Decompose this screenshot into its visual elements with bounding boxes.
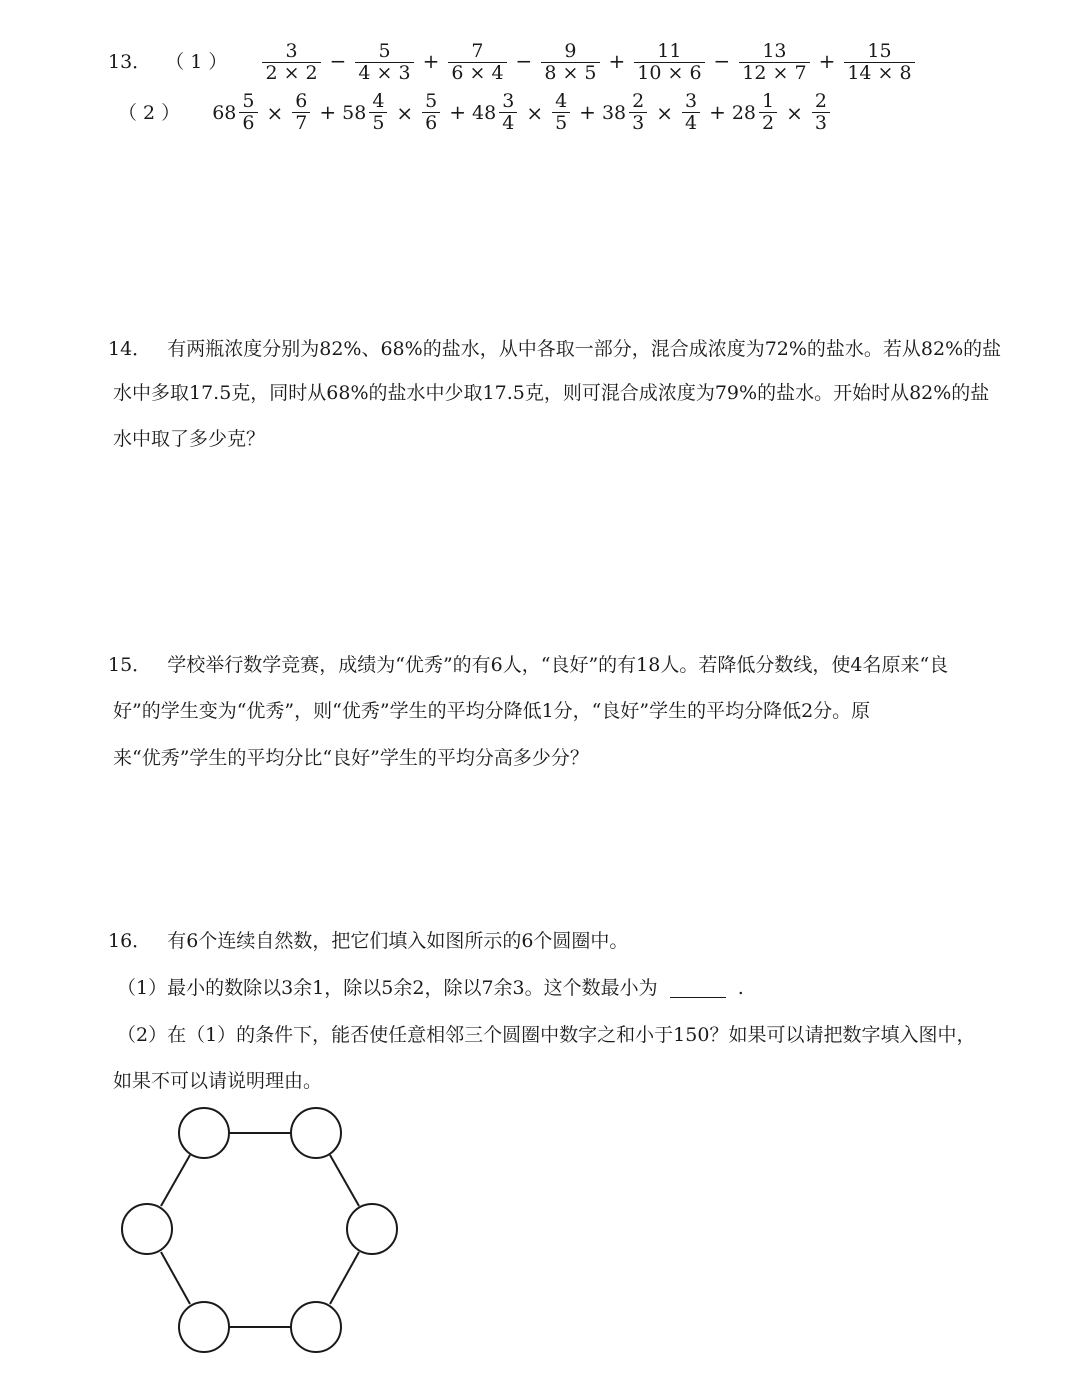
- denominator: 12 × 7: [739, 62, 809, 84]
- numerator: 6: [295, 90, 308, 112]
- q15-line-2: 好”的学生变为“优秀”，则“优秀”学生的平均分降低1分，“良好”学生的平均分降低2分。原: [113, 700, 871, 722]
- q13-part2-expression: [212, 90, 833, 134]
- times-sign: ×: [526, 100, 544, 125]
- operator-sign: −: [329, 48, 347, 73]
- fraction: [739, 42, 809, 84]
- mixed-number: [732, 92, 833, 134]
- q13-part1-expression: [259, 40, 917, 84]
- denominator: 4 × 3: [355, 62, 413, 84]
- q16-number: 16．: [108, 930, 152, 952]
- number-circle[interactable]: [122, 1204, 172, 1254]
- answer-blank[interactable]: [670, 979, 726, 998]
- fraction: [369, 92, 387, 134]
- q16-part1: [117, 973, 744, 1000]
- operator-sign: +: [579, 99, 596, 124]
- q14-line-1: [108, 334, 1001, 361]
- denominator: 4: [682, 112, 700, 134]
- fraction: [629, 92, 647, 134]
- denominator: 6 × 4: [448, 62, 506, 84]
- whole-part: 38: [601, 101, 627, 124]
- denominator: 5: [552, 112, 570, 134]
- q13-part1: [108, 42, 918, 84]
- q14-line-2: 水中多取17.5克，同时从68%的盐水中少取17.5克，则可混合成浓度为79%的盐水。开始时从82%的盐: [113, 382, 990, 404]
- numerator: 4: [555, 90, 568, 112]
- fraction: [844, 42, 914, 84]
- whole-part: 58: [342, 101, 367, 124]
- fraction: [759, 92, 777, 134]
- mixed-number: [212, 92, 313, 134]
- operator-sign: −: [515, 48, 533, 73]
- numerator: 13: [762, 40, 787, 62]
- number-circle[interactable]: [179, 1108, 229, 1158]
- hexagon-edge: [161, 1252, 190, 1304]
- numerator: 3: [502, 90, 515, 112]
- fraction: [812, 92, 830, 134]
- q15-number: 15．: [108, 654, 152, 676]
- numerator: 11: [657, 40, 682, 62]
- times-sign: ×: [656, 100, 673, 125]
- q13-part2-label: （ 2 ）: [118, 101, 181, 124]
- times-sign: ×: [396, 100, 414, 125]
- hexagon-edge: [330, 1155, 359, 1206]
- q16-part2-line-1: （2）在（1）的条件下，能否使任意相邻三个圆圈中数字之和小于150？如果可以请把数字填入图中，: [117, 1024, 976, 1046]
- fraction: [448, 42, 506, 84]
- numerator: 7: [471, 40, 484, 62]
- operator-sign: +: [608, 48, 626, 73]
- hexagon-edge: [330, 1252, 359, 1304]
- numerator: 2: [632, 90, 645, 112]
- denominator: 5: [369, 112, 387, 134]
- hexagon-circles-diagram: [118, 1100, 408, 1370]
- denominator: 6: [422, 112, 440, 134]
- q16-line-1: [108, 926, 628, 953]
- q16-intro: 有6个连续自然数，把它们填入如图所示的6个圆圈中。: [167, 930, 629, 952]
- q15-line-3: 来“优秀”学生的平均分比“良好”学生的平均分高多少分？: [113, 747, 589, 769]
- hexagon-edge: [161, 1155, 190, 1206]
- denominator: 3: [812, 112, 830, 134]
- q16-part2-line-2: 如果不可以请说明理由。: [113, 1070, 323, 1092]
- numerator: 4: [372, 90, 385, 112]
- fraction: [355, 42, 413, 84]
- fraction: [552, 92, 570, 134]
- numerator: 3: [684, 90, 698, 112]
- q14-number: 14．: [108, 338, 152, 360]
- numerator: 2: [814, 90, 827, 112]
- q13-number: 13．: [108, 50, 152, 73]
- fraction: [634, 42, 704, 84]
- whole-part: 28: [731, 101, 757, 124]
- q16-part1-end: .: [737, 977, 744, 999]
- operator-sign: −: [713, 48, 731, 73]
- whole-part: 48: [472, 101, 497, 124]
- fraction: [682, 92, 700, 134]
- denominator: 7: [292, 112, 310, 134]
- numerator: 1: [762, 90, 775, 112]
- q15-line-1: [108, 650, 948, 677]
- denominator: 8 × 5: [541, 62, 599, 84]
- operator-sign: +: [449, 99, 467, 124]
- number-circle[interactable]: [291, 1302, 341, 1352]
- numerator: 15: [867, 40, 892, 62]
- number-circle[interactable]: [179, 1302, 229, 1352]
- numerator: 9: [564, 40, 577, 62]
- denominator: 10 × 6: [634, 62, 704, 84]
- numerator: 5: [425, 90, 438, 112]
- mixed-number: [342, 92, 443, 134]
- q13-part1-label: （ 1 ）: [165, 50, 228, 73]
- denominator: 14 × 8: [844, 62, 914, 84]
- operator-sign: +: [422, 48, 440, 73]
- numerator: 5: [242, 90, 255, 112]
- q14-line-3: 水中取了多少克？: [113, 428, 266, 450]
- fraction: [541, 42, 599, 84]
- numerator: 3: [285, 40, 298, 62]
- mixed-number: [602, 92, 703, 134]
- operator-sign: +: [709, 99, 726, 124]
- numerator: 5: [378, 40, 391, 62]
- denominator: 3: [629, 112, 647, 134]
- whole-part: 68: [212, 101, 237, 124]
- fraction: [262, 42, 320, 84]
- mixed-number: [472, 92, 573, 134]
- q16-part1-text: （1）最小的数除以3余1，除以5余2，除以7余3。这个数最小为: [117, 977, 658, 999]
- denominator: 6: [239, 112, 257, 134]
- times-sign: ×: [786, 100, 803, 125]
- denominator: 2 × 2: [262, 62, 320, 84]
- fraction: [292, 92, 310, 134]
- number-circle[interactable]: [291, 1108, 341, 1158]
- times-sign: ×: [266, 100, 284, 125]
- denominator: 4: [499, 112, 517, 134]
- operator-sign: +: [319, 99, 337, 124]
- q14-text-1: 有两瓶浓度分别为82%、68%的盐水，从中各取一部分，混合成浓度为72%的盐水。若从82%的盐: [167, 338, 1002, 360]
- number-circle[interactable]: [347, 1204, 397, 1254]
- fraction: [239, 92, 257, 134]
- q15-text-1: 学校举行数学竞赛，成绩为“优秀”的有6人，“良好”的有18人。若降低分数线，使4名原来“良: [167, 654, 949, 676]
- fraction: [499, 92, 517, 134]
- operator-sign: +: [818, 48, 836, 73]
- fraction: [422, 92, 440, 134]
- denominator: 2: [759, 112, 777, 134]
- q13-part2: [118, 92, 833, 134]
